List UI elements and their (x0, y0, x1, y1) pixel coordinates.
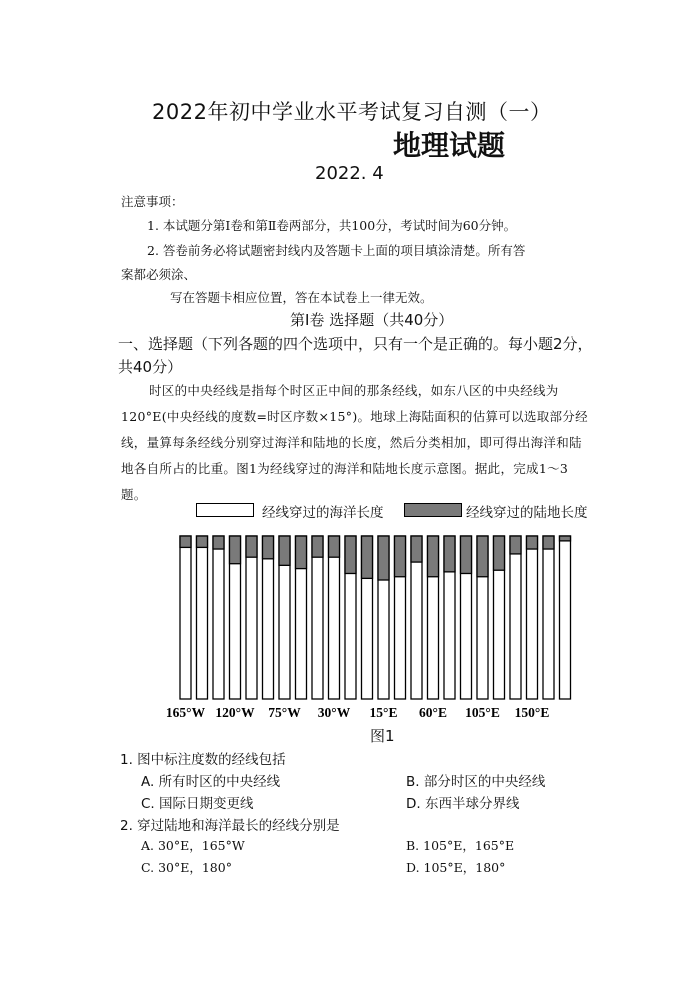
section-heading: 第Ⅰ卷 选择题（共40分） (290, 311, 454, 329)
note-item-2: 2. 答卷前务必将试题密封线内及答题卡上面的项目填涂清楚。所有答 (147, 243, 526, 258)
legend-ocean-swatch (196, 503, 254, 517)
bar-ocean-90°W (263, 536, 274, 699)
question-2-option-a: A. 30°E，165°W (141, 838, 245, 853)
bar-ocean-180° (560, 536, 571, 699)
bar-land-60°E (428, 536, 439, 577)
note-item-1: 1. 本试题分第Ⅰ卷和第Ⅱ卷两部分，共100分，考试时间为60分钟。 (147, 218, 517, 233)
question-1-option-d: D. 东西半球分界线 (406, 796, 520, 812)
bar-ocean-135°W (213, 536, 224, 699)
exam-title: 2022年初中学业水平考试复习自测（一） (152, 100, 552, 124)
exam-date: 2022. 4 (315, 163, 384, 184)
question-1-stem: 1. 图中标注度数的经线包括 (120, 752, 286, 768)
bar-ocean-45°W (312, 536, 323, 699)
x-tick-label: 15°E (369, 705, 398, 720)
bar-land-0° (362, 536, 373, 578)
bar-land-30°E (395, 536, 406, 577)
question-2-option-d: D. 105°E，180° (406, 860, 506, 875)
x-tick-label: 120°W (215, 705, 255, 720)
bar-ocean-105°W (246, 536, 257, 699)
bar-ocean-135°E (510, 536, 521, 699)
bar-land-15°E (378, 536, 389, 580)
passage: 时区的中央经线是指每个时区正中间的那条经线，如东八区的中央经线为120°E(中央经线的度数=时区序数×15°)。地球上海陆面积的估算可以选取部分经线，量算每条经线分别穿过海洋和陆地的长度，然后分类相加，即可得出海洋和陆地各自所占的比重。图1为经线穿过的海洋和陆地长度示意图。据此，完成1～3题。 (121, 383, 588, 502)
legend-land-label: 经线穿过的陆地长度 (466, 505, 588, 521)
bar-land-60°W (296, 536, 307, 569)
question-1-option-a: A. 所有时区的中央经线 (141, 774, 281, 790)
section-instruction: 一、选择题（下列各题的四个选项中，只有一个是正确的。每小题2分， (118, 335, 593, 353)
x-tick-label: 165°W (165, 705, 206, 720)
bar-land-90°E (461, 536, 472, 573)
bar-ocean-30°W (329, 536, 340, 699)
bar-land-105°W (246, 536, 257, 557)
figure-caption: 图1 (370, 727, 395, 745)
bar-land-105°E (477, 536, 488, 577)
legend-ocean-label: 经线穿过的海洋长度 (262, 505, 384, 521)
bar-ocean-165°W (180, 536, 191, 699)
bar-land-120°W (230, 536, 241, 564)
bar-land-75°W (279, 536, 290, 565)
bar-land-135°E (510, 536, 521, 554)
bar-land-150°W (197, 536, 208, 547)
legend-land-swatch (404, 503, 462, 517)
question-1-option-c: C. 国际日期变更线 (141, 796, 254, 812)
bar-land-180° (560, 536, 571, 541)
question-2-option-c: C. 30°E，180° (141, 860, 232, 875)
x-tick-label: 150°E (514, 705, 550, 720)
x-tick-label: 75°W (268, 705, 301, 720)
bar-land-165°E (543, 536, 554, 549)
bar-ocean-150°W (197, 536, 208, 699)
bar-ocean-165°E (543, 536, 554, 699)
question-1-option-b: B. 部分时区的中央经线 (406, 774, 546, 790)
bar-land-150°E (527, 536, 538, 549)
section-instruction-cont: 共40分） (118, 358, 183, 376)
bar-land-90°W (263, 536, 274, 559)
x-tick-label: 105°E (465, 705, 500, 720)
bar-land-135°W (213, 536, 224, 549)
question-2-option-b: B. 105°E，165°E (406, 838, 515, 853)
bar-ocean-150°E (527, 536, 538, 699)
x-tick-label: 30°W (317, 705, 351, 720)
notes-heading: 注意事项： (121, 194, 184, 209)
bar-land-165°W (180, 536, 191, 547)
meridian-chart (165, 530, 615, 725)
bar-land-45°E (411, 536, 422, 562)
bar-land-15°W (345, 536, 356, 573)
x-tick-label: 60°E (419, 705, 447, 720)
bar-land-30°W (329, 536, 340, 557)
bar-land-120°E (494, 536, 505, 570)
bar-land-45°W (312, 536, 323, 557)
subject-title: 地理试题 (393, 129, 506, 162)
question-2-stem: 2. 穿过陆地和海洋最长的经线分别是 (120, 818, 340, 834)
note-item-2-cont2: 写在答题卡相应位置，答在本试卷上一律无效。 (170, 290, 433, 305)
bar-land-75°E (444, 536, 455, 572)
note-item-2-cont: 案都必须涂、 (121, 267, 197, 282)
